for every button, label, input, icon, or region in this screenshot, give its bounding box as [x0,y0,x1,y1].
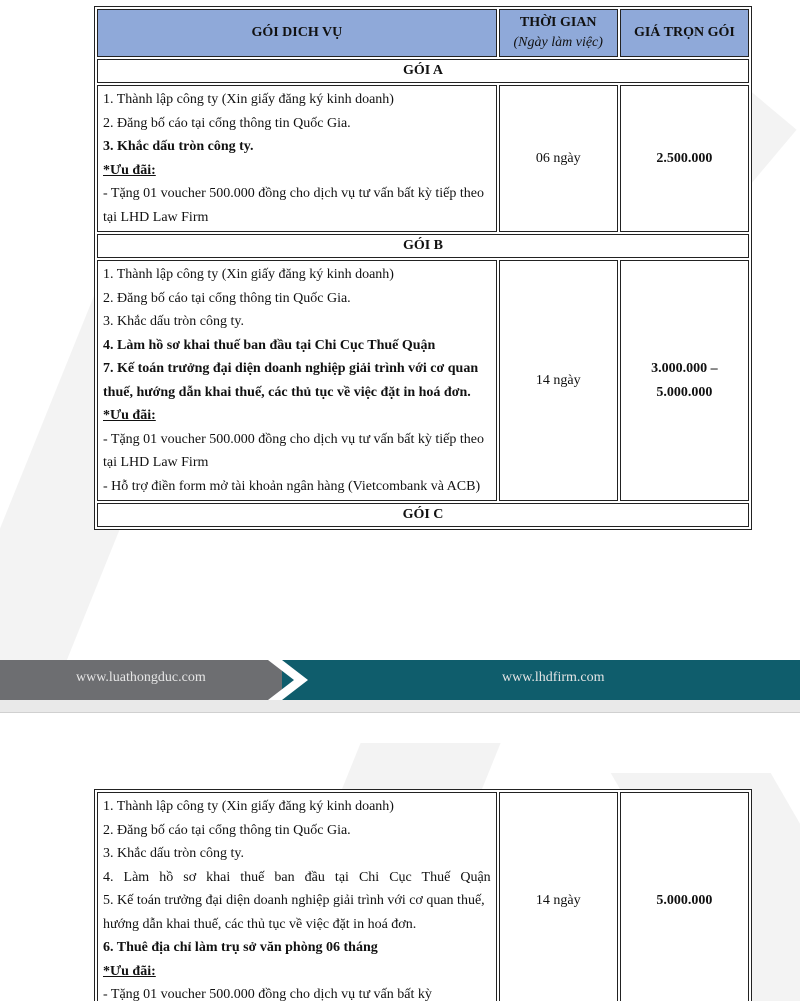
package-a-offer-label: *Ưu đãi: [103,162,156,178]
package-b-price [620,260,749,501]
package-b-offer-label: *Ưu đãi: [103,408,156,423]
header-duration [499,9,618,57]
package-c-price: 5.000.000 [620,792,749,1001]
header-duration-unit: (Ngày làm việc) [513,35,603,50]
package-c-item: 4. Làm hồ sơ khai thuế ban đầu tại Chi Cục Thuế Quận [103,869,491,885]
page-gap [0,700,800,712]
package-b-item: 2. Đăng bố cáo tại cổng thông tin Quốc Gia. [103,290,351,306]
package-b-description [97,260,497,501]
header-service: GÓI DICH VỤ [97,9,497,57]
package-b-item: 1. Thành lập công ty (Xin giấy đăng ký kinh doanh) [103,267,394,282]
package-b-price-max: 5.000.000 [656,384,713,400]
package-a-item: 3. Khắc dấu tròn công ty. [103,139,254,154]
package-c-item: 2. Đăng bố cáo tại cổng thông tin Quốc Gia. [103,822,351,838]
package-b-duration: 14 ngày [499,260,618,501]
package-a-price: 2.500.000 [620,85,749,232]
package-b-item: 4. Làm hồ sơ khai thuế ban đầu tại Chi Cục Thuế Quận [103,337,436,353]
footer-right-url: www.lhdfirm.com [502,670,605,685]
header-price: GIÁ TRỌN GÓI [620,9,749,57]
package-a-title: GÓI A [97,59,749,83]
package-c-item: 5. Kế toán trưởng đại diện doanh nghiệp giải trình với cơ quan thuế, hướng dẫn khai thuế, các thủ tục về việc đặt in hoá đơn. [103,893,485,932]
package-a-item: 1. Thành lập công ty (Xin giấy đăng ký kinh doanh) [103,92,394,107]
footer-chevron-icon [268,660,308,700]
header-duration-label: THỜI GIAN [519,15,597,30]
package-c-duration: 14 ngày [499,792,618,1001]
package-b-offer: - Hỗ trợ điền form mở tài khoản ngân hàng (Vietcombank và ACB) [103,478,481,494]
package-a-offer: - Tặng 01 voucher 500.000 đồng cho dịch vụ tư vấn bất kỳ tiếp theo tại LHD Law Firm [103,186,484,225]
package-b-item: 3. Khắc dấu tròn công ty. [103,314,244,329]
pricing-table [94,6,752,530]
document-page-2 [0,712,800,1001]
package-a-duration: 06 ngày [499,85,618,232]
package-c-item: 3. Khắc dấu tròn công ty. [103,846,244,861]
page-footer [0,660,800,700]
package-c-offer: - Tặng 01 voucher 500.000 đồng cho dịch vụ tư vấn bất kỳ [103,987,432,1001]
package-b-title: GÓI B [97,234,749,258]
footer-left-url: www.luathongduc.com [76,670,206,685]
package-b-item: 7. Kế toán trưởng đại diện doanh nghiệp giải trình với cơ quan thuế, hướng dẫn khai thuế, các thủ tục về việc đặt in hoá đơn. [103,361,479,400]
pricing-table-continued [94,789,752,1001]
package-c-description [97,792,497,1001]
package-c-item: 1. Thành lập công ty (Xin giấy đăng ký kinh doanh) [103,799,394,814]
package-a-description [97,85,497,232]
package-c-offer-label: *Ưu đãi: [103,963,156,979]
package-a-item: 2. Đăng bố cáo tại cổng thông tin Quốc Gia. [103,115,351,131]
package-c-title: GÓI C [97,503,749,527]
package-b-price-min: 3.000.000 – [651,360,718,376]
package-c-item: 6. Thuê địa chỉ làm trụ sở văn phòng 06 tháng [103,940,378,955]
package-b-offer: - Tặng 01 voucher 500.000 đồng cho dịch vụ tư vấn bất kỳ tiếp theo tại LHD Law Firm [103,431,484,470]
